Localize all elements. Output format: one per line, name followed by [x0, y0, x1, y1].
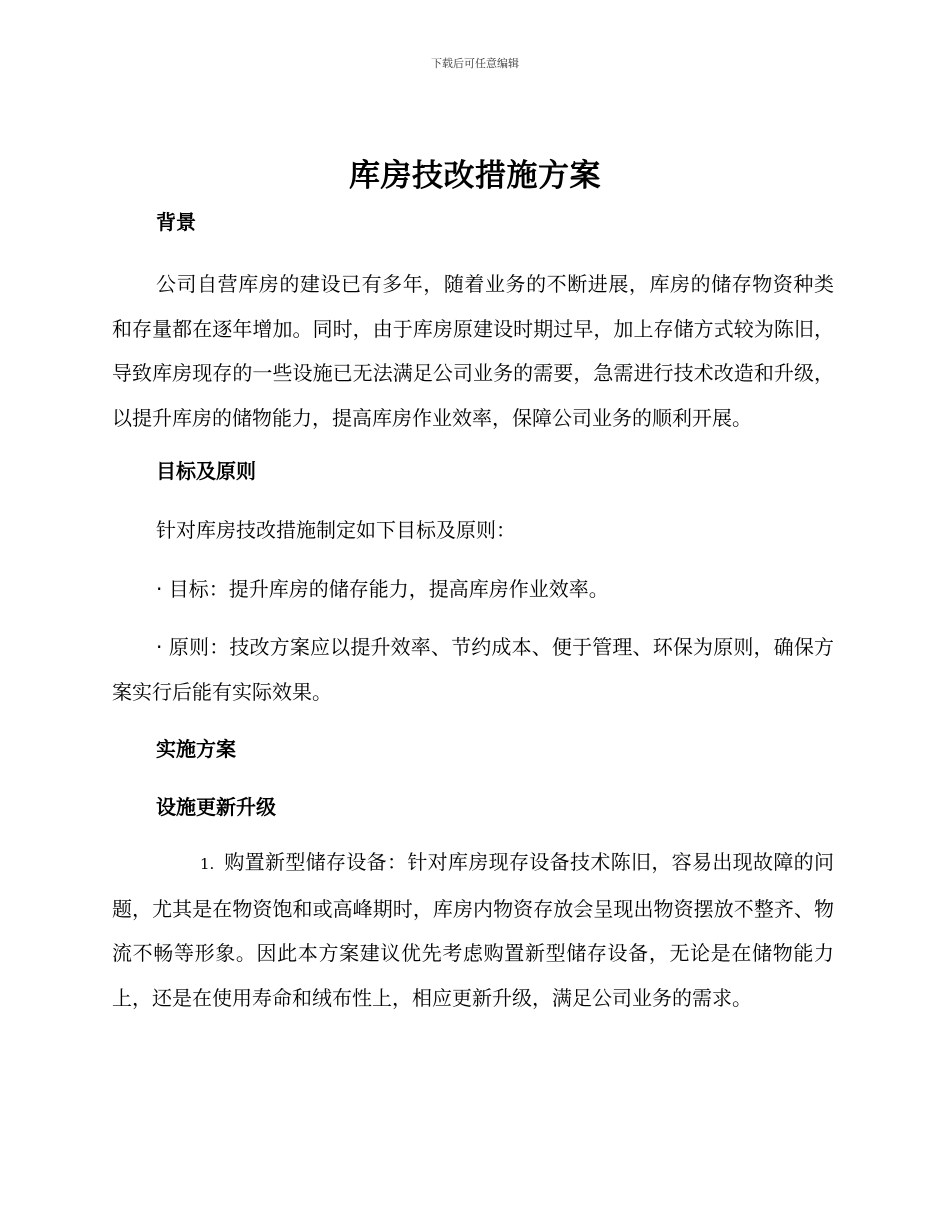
list-item	[112, 840, 834, 1020]
section-heading-background: 背景	[156, 210, 196, 234]
goals-intro: 针对库房技改措施制定如下目标及原则：	[156, 518, 516, 542]
subsection-heading-facility-upgrade: 设施更新升级	[156, 795, 276, 819]
section-heading-implementation: 实施方案	[156, 737, 236, 761]
background-paragraph: 公司自营库房的建设已有多年，随着业务的不断进展，库房的储存物资种类和存量都在逐年增加。同时，由于库房原建设时期过早，加上存储方式较为陈旧，导致库房现存的一些设施已无法满足公司业务的需要，急需进行技术改造和升级，以提升库房的储物能力，提高库房作业效率，保障公司业务的顺利开展。	[112, 272, 834, 430]
list-item-number: 1.	[200, 855, 215, 873]
goal-item: · 目标：提升库房的储存能力，提高库房作业效率。	[156, 576, 609, 601]
header-note: 下载后可任意编辑	[431, 57, 519, 70]
principle-item: · 原则：技改方案应以提升效率、节约成本、便于管理、环保为原则，确保方案实行后能有实际效果。	[112, 635, 834, 704]
document-title: 库房技改措施方案	[349, 158, 601, 194]
list-item-text: 购置新型储存设备：针对库房现存设备技术陈旧，容易出现故障的问题，尤其是在物资饱和或高峰期时，库房内物资存放会呈现出物资摆放不整齐、物流不畅等形象。因此本方案建议优先考虑购置新型储存设备，无论是在储物能力上，还是在使用寿命和绒布性上，相应更新升级，满足公司业务的需求。	[112, 850, 834, 1010]
document-body	[112, 205, 834, 1020]
section-heading-goals: 目标及原则	[156, 459, 256, 483]
